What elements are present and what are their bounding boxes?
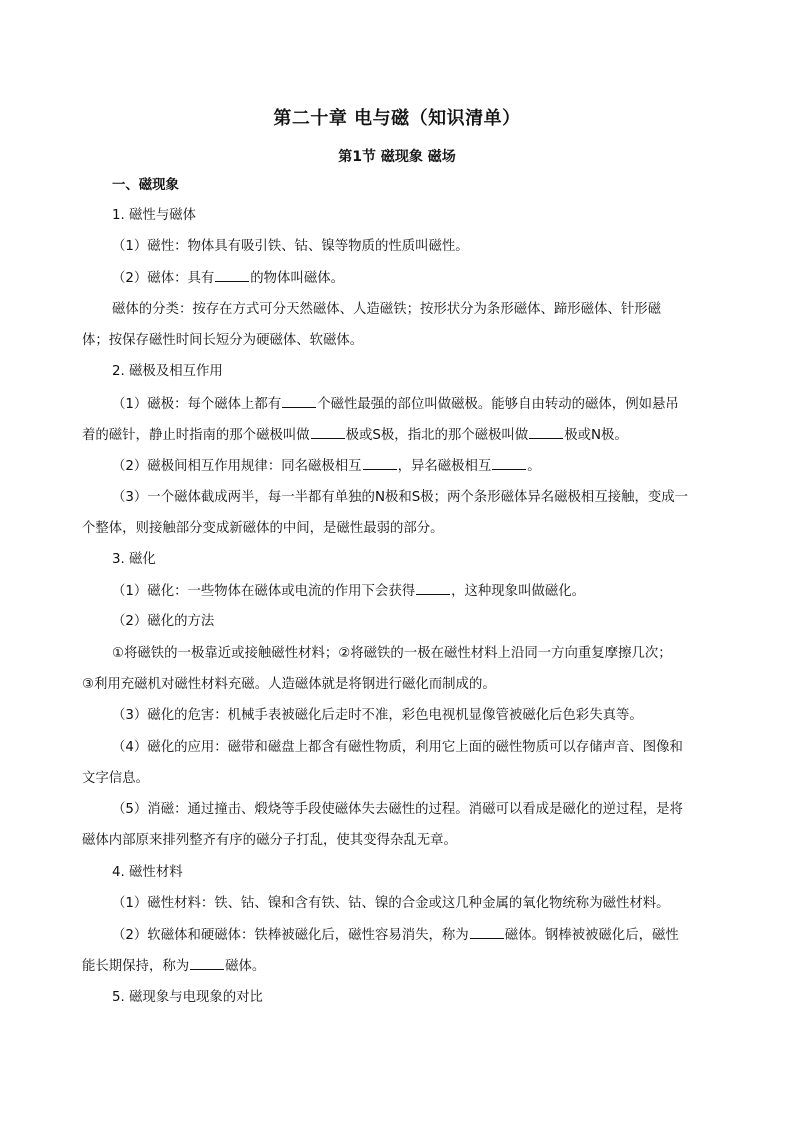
text-line: ①将磁铁的一极靠近或接触磁性材料；②将磁铁的一极在磁性材料上沿同一方向重复摩擦几次； <box>112 646 672 661</box>
text-line: （2）磁化的方法 <box>112 614 215 629</box>
fill-blank[interactable] <box>492 457 526 470</box>
text-line: （1）磁性：物体具有吸引铁、钴、镍等物质的性质叫磁性。 <box>112 239 469 254</box>
fill-blank[interactable] <box>311 426 345 439</box>
text-line: 磁体的分类：按存在方式可分天然磁体、人造磁铁；按形状分为条形磁体、蹄形磁体、针形磁 <box>112 302 662 317</box>
text-line: （3）一个磁体截成两半，每一半都有单独的N极和S极；两个条形磁体异名磁极相互接触，变成一 <box>112 490 689 505</box>
text-line: 文字信息。 <box>82 771 149 786</box>
text-line-with-blank: （2）磁体：具有 的物体叫磁体。 <box>112 271 344 286</box>
text-line: 磁体内部原来排列整齐有序的磁分子打乱，使其变得杂乱无章。 <box>82 833 457 848</box>
text-line: （5）消磁：通过撞击、煅烧等手段使磁体失去磁性的过程。消磁可以看成是磁化的逆过程，是将 <box>112 802 683 817</box>
subheading-comparison: 5. 磁现象与电现象的对比 <box>112 990 263 1005</box>
subheading-magnetization: 3. 磁化 <box>112 552 156 567</box>
subheading-magnetism: 1. 磁性与磁体 <box>112 208 196 223</box>
text-line: （1）磁性材料：铁、钴、镍和含有铁、钴、镍的合金或这几种金属的氧化物统称为磁性材料。 <box>112 896 670 911</box>
text-line-with-blank: （2）磁极间相互作用规律：同名磁极相互 ，异名磁极相互 。 <box>112 459 541 474</box>
fill-blank[interactable] <box>190 957 224 970</box>
text-line-with-blank: （2）软磁体和硬磁体：铁棒被磁化后，磁性容易消失，称为 磁体。钢棒被被磁化后，磁性 <box>112 928 679 943</box>
heading-magnetic-phenomena: 一、磁现象 <box>112 178 179 193</box>
text-line-with-blank: 着的磁针，静止时指南的那个磁极叫做 极或S极，指北的那个磁极叫做 极或N极。 <box>82 428 628 443</box>
text-line: ③利用充磁机对磁性材料充磁。人造磁体就是将钢进行磁化而制成的。 <box>82 677 496 692</box>
text-line: （3）磁化的危害：机械手表被磁化后走时不准，彩色电视机显像管被磁化后色彩失真等。 <box>112 708 643 723</box>
fill-blank[interactable] <box>282 395 316 408</box>
subheading-poles: 2. 磁极及相互作用 <box>112 364 223 379</box>
text-line: 体；按保存磁性时间长短分为硬磁体、软磁体。 <box>82 333 364 348</box>
text-line-with-blank: 能长期保持，称为 磁体。 <box>82 959 266 974</box>
text-line: （4）磁化的应用：磁带和磁盘上都含有磁性物质，利用它上面的磁性物质可以存储声音、图像和 <box>112 740 683 755</box>
fill-blank[interactable] <box>215 269 249 282</box>
document-title: 第二十章 电与磁（知识清单） <box>273 108 521 129</box>
text-line-with-blank: （1）磁极：每个磁体上都有 个磁性最强的部位叫做磁极。能够自由转动的磁体，例如悬吊 <box>112 397 679 412</box>
fill-blank[interactable] <box>416 582 450 595</box>
fill-blank[interactable] <box>363 457 397 470</box>
subheading-magnetic-materials: 4. 磁性材料 <box>112 865 183 880</box>
text-line: 个整体，则接触部分变成新磁体的中间，是磁性最弱的部分。 <box>82 521 444 536</box>
fill-blank[interactable] <box>529 426 563 439</box>
text-line-with-blank: （1）磁化：一些物体在磁体或电流的作用下会获得 ，这种现象叫做磁化。 <box>112 584 586 599</box>
section-title: 第1节 磁现象 磁场 <box>338 149 456 165</box>
fill-blank[interactable] <box>470 926 504 939</box>
